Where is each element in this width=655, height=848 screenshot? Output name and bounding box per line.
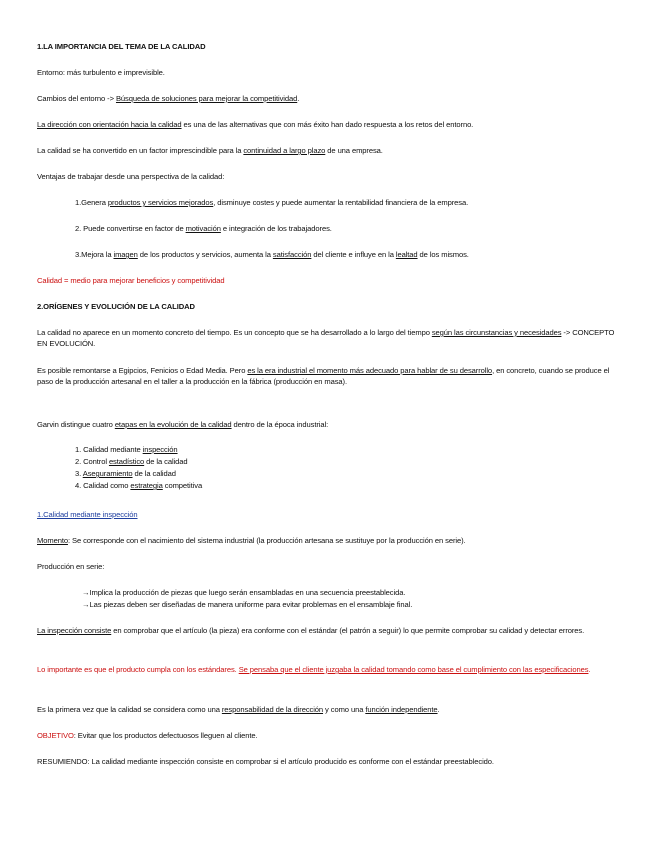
para-objetivo: OBJETIVO: Evitar que los productos defectuosos lleguen al cliente. — [37, 731, 258, 740]
para-cambios: Cambios del entorno -> Búsqueda de soluciones para mejorar la competitividad. — [37, 94, 300, 103]
para-continuidad: La calidad se ha convertido en un factor imprescindible para la continuidad a largo plazo de una empresa. — [37, 146, 383, 155]
para-momento: Momento: Se corresponde con el nacimiento del sistema industrial (la producción artesana se sustituye por la producción en serie). — [37, 536, 466, 545]
arrow-item-2: →Las piezas deben ser diseñadas de manera uniforme para evitar problemas en el ensamblaje final. — [82, 600, 413, 609]
ventaja-2: 2. Puede convertirse en factor de motivación e integración de los trabajadores. — [75, 224, 332, 233]
para-remontarse: Es posible remontarse a Egipcios, Fenicios o Edad Media. Pero es la era industrial el momento más adecuado para hablar de su desarrollo, en concreto, cuando se produce el paso de la producción artesanal en el taller a la producción en la fábrica (producción en masa). — [37, 366, 610, 386]
para-primera-vez: Es la primera vez que la calidad se considera como una responsabilidad de la dirección y como una función independiente. — [37, 705, 440, 714]
subheading-inspeccion: 1.Calidad mediante inspección — [37, 510, 138, 519]
ventaja-1: 1.Genera productos y servicios mejorados, disminuye costes y puede aumentar la rentabilidad financiera de la empresa. — [75, 198, 469, 207]
para-direccion: La dirección con orientación hacia la calidad es una de las alternativas que con más éxito han dado respuesta a los retos del entorno. — [37, 120, 474, 129]
para-resumiendo: RESUMIENDO: La calidad mediante inspección consiste en comprobar si el artículo producido es conforme con el estándar preestablecido. — [37, 757, 494, 766]
para-importante: Lo importante es que el producto cumpla con los estándares. Se pensaba que el cliente juzgaba la calidad tomando como base el cumplimiento con las especificaciones. — [37, 665, 591, 674]
para-inspeccion: La inspección consiste en comprobar que el artículo (la pieza) era conforme con el estándar (el patrón a seguir) lo que permite comprobar su calidad y detectar errores. — [37, 626, 585, 635]
para-garvin: Garvin distingue cuatro etapas en la evolución de la calidad dentro de la época industrial: — [37, 420, 329, 429]
para-ventajas: Ventajas de trabajar desde una perspectiva de la calidad: — [37, 172, 225, 181]
para-produccion: Producción en serie: — [37, 562, 105, 571]
ventaja-3: 3.Mejora la imagen de los productos y servicios, aumenta la satisfacción del cliente e influye en la lealtad de los mismos. — [75, 250, 469, 259]
etapa-1: 1. Calidad mediante inspección — [75, 445, 178, 454]
heading-importancia: 1.LA IMPORTANCIA DEL TEMA DE LA CALIDAD — [37, 42, 206, 51]
etapa-3: 3. Aseguramiento de la calidad — [75, 469, 176, 478]
calidad-definicion: Calidad = medio para mejorar beneficios y competitividad — [37, 276, 225, 285]
arrow-item-1: →Implica la producción de piezas que luego serán ensambladas en una secuencia preestablecida. — [82, 588, 406, 597]
para-origen: La calidad no aparece en un momento concreto del tiempo. Es un concepto que se ha desarrollado a lo largo del tiempo según las circunstancias y necesidades -> CONCEPTO EN EVOLUCIÓN. — [37, 328, 615, 348]
etapa-2: 2. Control estadístico de la calidad — [75, 457, 188, 466]
etapa-4: 4. Calidad como estrategia competitiva — [75, 481, 203, 490]
heading-origenes: 2.ORÍGENES Y EVOLUCIÓN DE LA CALIDAD — [37, 302, 195, 311]
para-entorno: Entorno: más turbulento e imprevisible. — [37, 68, 165, 77]
